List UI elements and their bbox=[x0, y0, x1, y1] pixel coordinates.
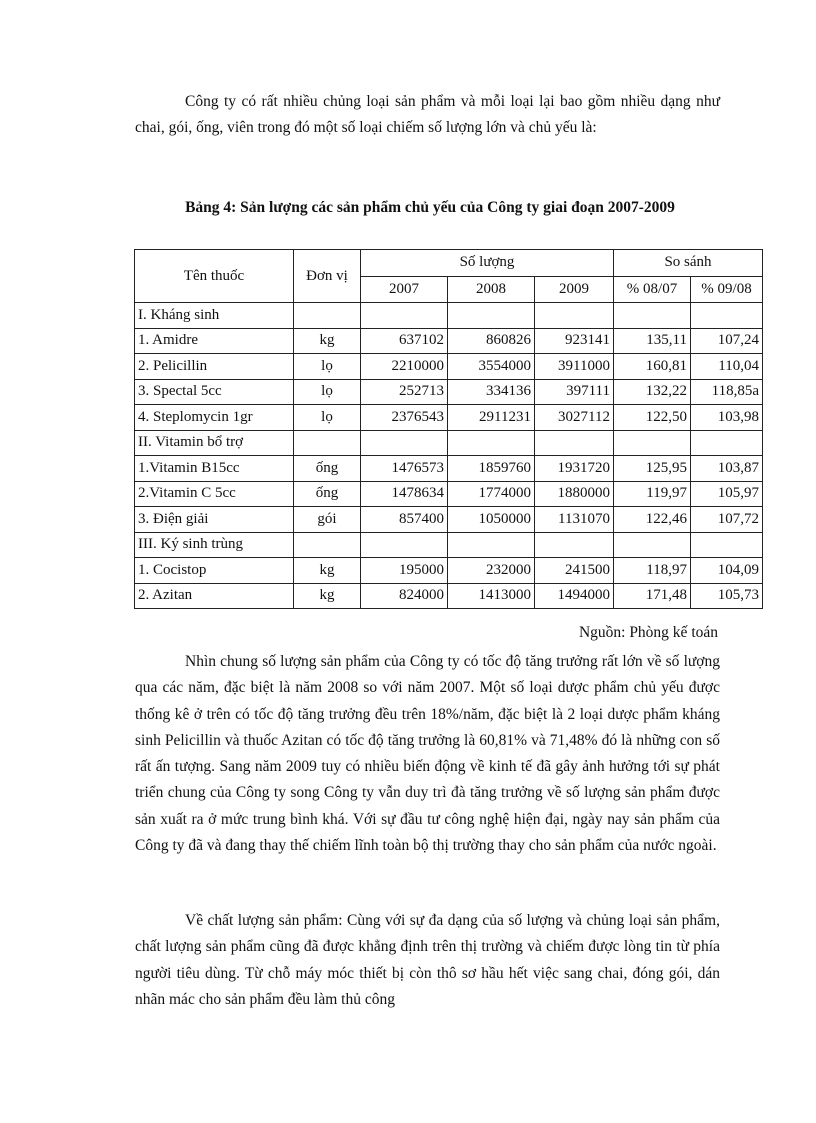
table-cell bbox=[691, 532, 763, 558]
table-cell: 1. Amidre bbox=[135, 328, 294, 354]
table-cell: 1931720 bbox=[535, 456, 614, 482]
table-source: Nguồn: Phòng kế toán bbox=[578, 624, 718, 641]
table-cell: 2376543 bbox=[361, 405, 448, 431]
table-cell bbox=[691, 430, 763, 456]
table-cell bbox=[691, 303, 763, 329]
table-cell: 334136 bbox=[448, 379, 535, 405]
table-cell: ống bbox=[294, 456, 361, 482]
table-cell: 107,24 bbox=[691, 328, 763, 354]
table-cell: 637102 bbox=[361, 328, 448, 354]
table-cell: 118,97 bbox=[614, 558, 691, 584]
table-cell: II. Vitamin bổ trợ bbox=[135, 430, 294, 456]
table-cell: 1478634 bbox=[361, 481, 448, 507]
table-cell bbox=[448, 303, 535, 329]
table-cell: 103,98 bbox=[691, 405, 763, 431]
header-row-1 bbox=[135, 250, 763, 277]
table-row bbox=[135, 558, 763, 584]
table-row bbox=[135, 379, 763, 405]
table-cell bbox=[614, 303, 691, 329]
table-row bbox=[135, 354, 763, 380]
table-cell: 2210000 bbox=[361, 354, 448, 380]
table-row bbox=[135, 456, 763, 482]
table-cell: 103,87 bbox=[691, 456, 763, 482]
table-cell: 3554000 bbox=[448, 354, 535, 380]
header-pct-09-08: % 09/08 bbox=[691, 276, 763, 303]
table-cell: 125,95 bbox=[614, 456, 691, 482]
table-cell: 1476573 bbox=[361, 456, 448, 482]
table-cell: 107,72 bbox=[691, 507, 763, 533]
table-cell: 1774000 bbox=[448, 481, 535, 507]
table-cell: 824000 bbox=[361, 583, 448, 609]
table-cell: ống bbox=[294, 481, 361, 507]
table-cell: 1880000 bbox=[535, 481, 614, 507]
table-cell bbox=[535, 430, 614, 456]
header-2008: 2008 bbox=[448, 276, 535, 303]
table-cell: 104,09 bbox=[691, 558, 763, 584]
table-cell: 105,97 bbox=[691, 481, 763, 507]
table-cell bbox=[614, 532, 691, 558]
table-cell: 171,48 bbox=[614, 583, 691, 609]
table-cell bbox=[448, 532, 535, 558]
quality-paragraph: Về chất lượng sản phẩm: Cùng với sự đa dạng của số lượng và chủng loại sản phẩm, chất lượng sản phẩm cũng đã được khẳng định trên thị trường và chiếm được lòng tin từ phía người tiêu dùng. Từ chỗ máy móc thiết bị còn thô sơ hầu hết việc sang chai, đóng gói, dán nhãn mác cho sản phẩm đều làm thủ công bbox=[135, 912, 720, 1008]
table-row bbox=[135, 507, 763, 533]
table-cell: 1131070 bbox=[535, 507, 614, 533]
table-cell: 3911000 bbox=[535, 354, 614, 380]
table-cell: I. Kháng sinh bbox=[135, 303, 294, 329]
table-cell: kg bbox=[294, 558, 361, 584]
table-cell: 1050000 bbox=[448, 507, 535, 533]
table-cell: 1413000 bbox=[448, 583, 535, 609]
header-pct-08-07: % 08/07 bbox=[614, 276, 691, 303]
table-cell bbox=[535, 303, 614, 329]
table-cell bbox=[294, 532, 361, 558]
table-cell: kg bbox=[294, 583, 361, 609]
table-cell: 132,22 bbox=[614, 379, 691, 405]
table-cell: lọ bbox=[294, 379, 361, 405]
table-cell: 1859760 bbox=[448, 456, 535, 482]
table-cell: 2911231 bbox=[448, 405, 535, 431]
table-row bbox=[135, 430, 763, 456]
table-cell bbox=[448, 430, 535, 456]
table-cell: 2.Vitamin C 5cc bbox=[135, 481, 294, 507]
table-cell: lọ bbox=[294, 405, 361, 431]
table-row bbox=[135, 328, 763, 354]
table-row bbox=[135, 583, 763, 609]
table-cell: 397111 bbox=[535, 379, 614, 405]
header-name: Tên thuốc bbox=[135, 250, 294, 303]
table-cell: 195000 bbox=[361, 558, 448, 584]
table-cell: 122,46 bbox=[614, 507, 691, 533]
table-cell bbox=[361, 303, 448, 329]
table-row bbox=[135, 481, 763, 507]
table-cell: III. Ký sinh trùng bbox=[135, 532, 294, 558]
table-cell: 3. Điện giải bbox=[135, 507, 294, 533]
table-cell: 3. Spectal 5cc bbox=[135, 379, 294, 405]
table-row bbox=[135, 303, 763, 329]
table-cell: 2. Azitan bbox=[135, 583, 294, 609]
table-row bbox=[135, 405, 763, 431]
table-cell bbox=[614, 430, 691, 456]
table-cell: 122,50 bbox=[614, 405, 691, 431]
header-quantity: Số lượng bbox=[361, 250, 614, 277]
table-cell bbox=[294, 303, 361, 329]
table-cell: kg bbox=[294, 328, 361, 354]
table-cell: 241500 bbox=[535, 558, 614, 584]
header-2009: 2009 bbox=[535, 276, 614, 303]
analysis-paragraph: Nhìn chung số lượng sản phẩm của Công ty có tốc độ tăng trưởng rất lớn về số lượng qua các năm, đặc biệt là năm 2008 so với năm 2007. Một số loại dược phẩm chủ yếu được thống kê ở trên có tốc độ tăng trưởng đều trên 18%/năm, đặc biệt là 2 loại dược phẩm kháng sinh Pelicillin và thuốc Azitan có tốc độ tăng trưởng là 60,81% và 71,48% đó là những con số rất ấn tượng. Sang năm 2009 tuy có nhiều biến động về kinh tế đã gây ảnh hưởng tới sự phát triển chung của Công ty song Công ty vẫn duy trì đà tăng trưởng về số lượng sản phẩm được sản xuất ra ở mức trung bình khá. Với sự đầu tư công nghệ hiện đại, ngày nay sản phẩm của Công ty đã và đang thay thế chiếm lĩnh toàn bộ thị trường thay cho sản phẩm của nước ngoài. bbox=[135, 653, 720, 855]
table-cell: 110,04 bbox=[691, 354, 763, 380]
table-cell bbox=[361, 532, 448, 558]
table-cell: 119,97 bbox=[614, 481, 691, 507]
table-title: Bảng 4: Sản lượng các sản phẩm chủ yếu của Công ty giai đoạn 2007-2009 bbox=[185, 199, 675, 216]
table-cell: 857400 bbox=[361, 507, 448, 533]
table-cell: 105,73 bbox=[691, 583, 763, 609]
table-cell: 1494000 bbox=[535, 583, 614, 609]
table-cell: 923141 bbox=[535, 328, 614, 354]
table-row bbox=[135, 532, 763, 558]
table-cell: 3027112 bbox=[535, 405, 614, 431]
header-unit: Đơn vị bbox=[294, 250, 361, 303]
table-cell: 118,85a bbox=[691, 379, 763, 405]
table-cell bbox=[535, 532, 614, 558]
table-cell: 160,81 bbox=[614, 354, 691, 380]
table-cell: 1. Cocistop bbox=[135, 558, 294, 584]
intro-paragraph: Công ty có rất nhiều chủng loại sản phẩm và mỗi loại lại bao gồm nhiều dạng như chai, gói, ống, viên trong đó một số loại chiếm số lượng lớn và chủ yếu là: bbox=[135, 93, 720, 137]
table-cell: gói bbox=[294, 507, 361, 533]
header-2007: 2007 bbox=[361, 276, 448, 303]
table-cell: 1.Vitamin B15cc bbox=[135, 456, 294, 482]
table-cell: 2. Pelicillin bbox=[135, 354, 294, 380]
table-cell: lọ bbox=[294, 354, 361, 380]
table-cell: 232000 bbox=[448, 558, 535, 584]
table-cell: 135,11 bbox=[614, 328, 691, 354]
table-cell bbox=[361, 430, 448, 456]
table-cell bbox=[294, 430, 361, 456]
table-cell: 860826 bbox=[448, 328, 535, 354]
header-compare: So sánh bbox=[614, 250, 763, 277]
production-table bbox=[134, 249, 763, 609]
table-cell: 4. Steplomycin 1gr bbox=[135, 405, 294, 431]
table-cell: 252713 bbox=[361, 379, 448, 405]
